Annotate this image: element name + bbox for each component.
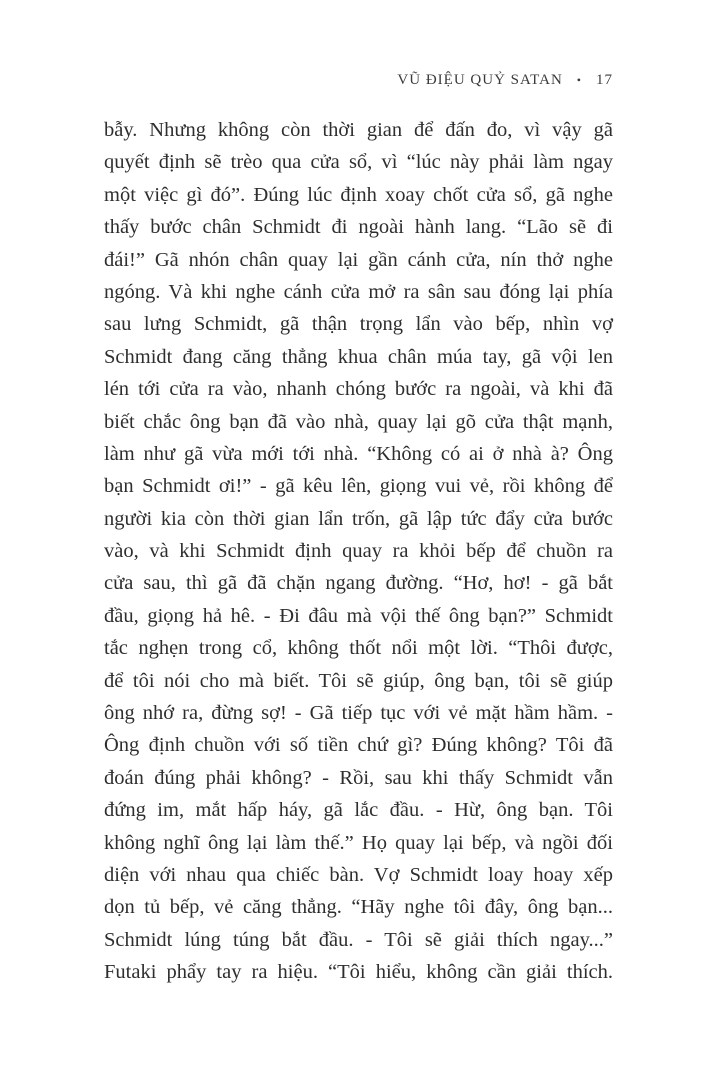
text-line: không nghĩ ông lại làm thế.” Họ quay lại bếp, và ngồi đối [104,831,613,854]
text-line: dọn tủ bếp, vẻ căng thẳng. “Hãy nghe tôi đây, ông bạn... [104,896,613,919]
book-title: VŨ ĐIỆU QUỶ SATAN [397,72,563,88]
text-line: đứng im, mắt hấp háy, gã lắc đầu. - Hừ, ông bạn. Tôi [104,799,613,822]
text-line: Schmidt đang căng thẳng khua chân múa tay, gã vội len [104,345,613,368]
text-line: cửa sau, thì gã đã chặn ngang đường. “Hơ, hơ! - gã bắt [104,572,613,595]
page-number: 17 [596,72,613,88]
text-line: Schmidt lúng túng bắt đầu. - Tôi sẽ giải thích ngay...” [104,928,613,951]
text-line: bẫy. Nhưng không còn thời gian để đấn đo, vì vậy gã [104,119,613,141]
text-line: ngóng. Và khi nghe cánh cửa mở ra sân sau đóng lại phía [104,280,613,303]
text-line: đầu, giọng hả hê. - Đi đâu mà vội thế ông bạn?” Schmidt [104,604,613,627]
text-line: ông nhớ ra, đừng sợ! - Gã tiếp tục với vẻ mặt hầm hầm. - [104,702,613,725]
text-line: lén tới cửa ra vào, nhanh chóng bước ra ngoài, và khi đã [104,378,613,401]
text-line: làm như gã vừa mới tới nhà. “Không có ai ở nhà à? Ông [104,442,613,465]
text-line: thấy bước chân Schmidt đi ngoài hành lang. “Lão sẽ đi [104,216,613,239]
header-separator: • [576,73,582,87]
text-line: người kia còn thời gian lẩn trốn, gã lập tức đẩy cửa bước [104,507,613,530]
text-line: diện với nhau qua chiếc bàn. Vợ Schmidt loay hoay xếp [104,863,613,886]
text-line: quyết định sẽ trèo qua cửa sổ, vì “lúc này phải làm ngay [104,151,613,174]
text-line: Ông định chuồn với số tiền chứ gì? Đúng không? Tôi đã [104,734,613,757]
text-line: bạn Schmidt ơi!” - gã kêu lên, giọng vui vẻ, rồi không để [104,475,613,498]
body-text [104,114,613,989]
text-line: vào, và khi Schmidt định quay ra khỏi bếp để chuồn ra [104,540,613,563]
running-header [397,72,613,89]
text-line: sau lưng Schmidt, gã thận trọng lẩn vào bếp, nhìn vợ [104,313,613,336]
text-line: một việc gì đó”. Đúng lúc định xoay chốt cửa sổ, gã nghe [104,183,613,206]
text-line: đái!” Gã nhón chân quay lại gần cánh cửa, nín thở nghe [104,248,613,271]
text-line: Futaki phẩy tay ra hiệu. “Tôi hiểu, không cần giải thích. [104,961,613,984]
text-line: để tôi nói cho mà biết. Tôi sẽ giúp, ông bạn, tôi sẽ giúp [104,669,613,692]
text-line: tắc nghẹn trong cổ, không thốt nổi một lời. “Thôi được, [104,637,613,660]
text-line: biết chắc ông bạn đã vào nhà, quay lại gõ cửa thật mạnh, [104,410,613,433]
text-line: đoán đúng phải không? - Rồi, sau khi thấy Schmidt vẫn [104,766,613,789]
